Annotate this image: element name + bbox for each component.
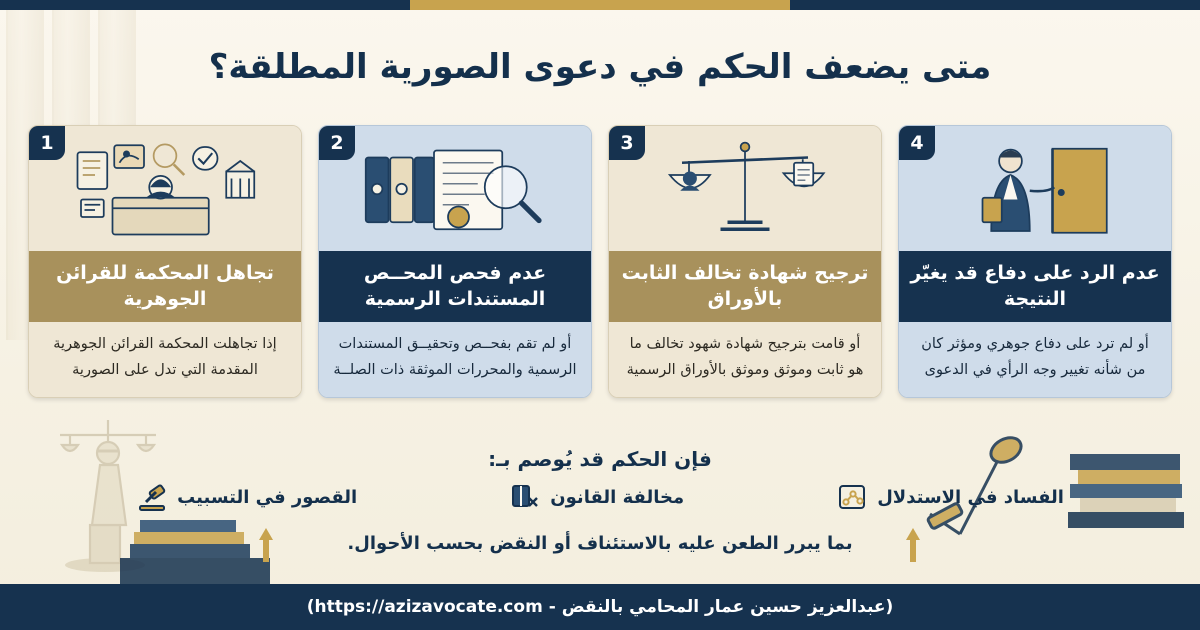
lawyer-door-icon	[930, 133, 1140, 245]
page-title: متى يضعف الحكم في دعوى الصورية المطلقة؟	[208, 46, 992, 87]
law-book-x-icon	[509, 482, 541, 512]
card-3-number: 3	[609, 126, 645, 160]
footer-credit[interactable]: (عبدالعزيز حسين عمار المحامي بالنقض - https://azizavocate.com)	[306, 597, 894, 617]
card-2-number: 2	[319, 126, 355, 160]
card-3-heading: ترجيح شهادة تخالف الثابت بالأوراق	[609, 251, 881, 322]
card-4-illustration	[899, 126, 1171, 251]
documents-magnifier-icon	[350, 133, 560, 245]
card-4-body: أو لم ترد على دفاع جوهري ومؤثر كان من شأنه تغيير وجه الرأي في الدعوى	[899, 322, 1171, 397]
card-4-number: 4	[899, 126, 935, 160]
cards-row	[28, 125, 1172, 398]
top-accent-bar-center	[410, 0, 790, 10]
card-1-heading: تجاهل المحكمة للقرائن الجوهرية	[29, 251, 301, 322]
tag-reasoning	[836, 482, 1064, 512]
tag-law-book	[509, 482, 684, 512]
card-3-body: أو قامت بترجيح شهادة شهود تخالف ما هو ثابت وموثق وموثق بالأوراق الرسمية	[609, 322, 881, 397]
card-3-illustration	[609, 126, 881, 251]
card-2[interactable]	[318, 125, 592, 398]
card-1-body: إذا تجاهلت المحكمة القرائن الجوهرية المقدمة التي تدل على الصورية	[29, 322, 301, 397]
card-2-body: أو لم تقم بفحــص وتحقيــق المستندات الرسمية والمحررات الموثقة ذات الصلــة	[319, 322, 591, 397]
card-4[interactable]	[898, 125, 1172, 398]
judge-bench-icon	[60, 133, 270, 245]
card-1-illustration	[29, 126, 301, 251]
tag-gavel-label: القصور في التسبيب	[177, 486, 358, 508]
card-1[interactable]	[28, 125, 302, 398]
card-1-number: 1	[29, 126, 65, 160]
tag-reasoning-label: الفساد في الاستدلال	[877, 486, 1064, 508]
footer-bar	[0, 584, 1200, 630]
outcome-tags	[60, 482, 1140, 512]
card-3[interactable]	[608, 125, 882, 398]
broken-link-graph-icon	[836, 482, 868, 512]
top-accent-bar	[0, 0, 1200, 10]
tag-gavel	[136, 482, 357, 512]
result-line: فإن الحكم قد يُوصم بـ:	[488, 447, 712, 471]
conclusion-line: بما يبرر الطعن عليه بالاستئناف أو النقض بحسب الأحوال.	[347, 533, 853, 554]
card-2-illustration	[319, 126, 591, 251]
tag-law-book-label: مخالفة القانون	[550, 486, 685, 508]
card-4-heading: عدم الرد على دفاع قد يغيّر النتيجة	[899, 251, 1171, 322]
scales-balance-icon	[640, 133, 850, 245]
gavel-icon	[136, 482, 168, 512]
card-2-heading: عدم فحص المحــص المستندات الرسمية	[319, 251, 591, 322]
